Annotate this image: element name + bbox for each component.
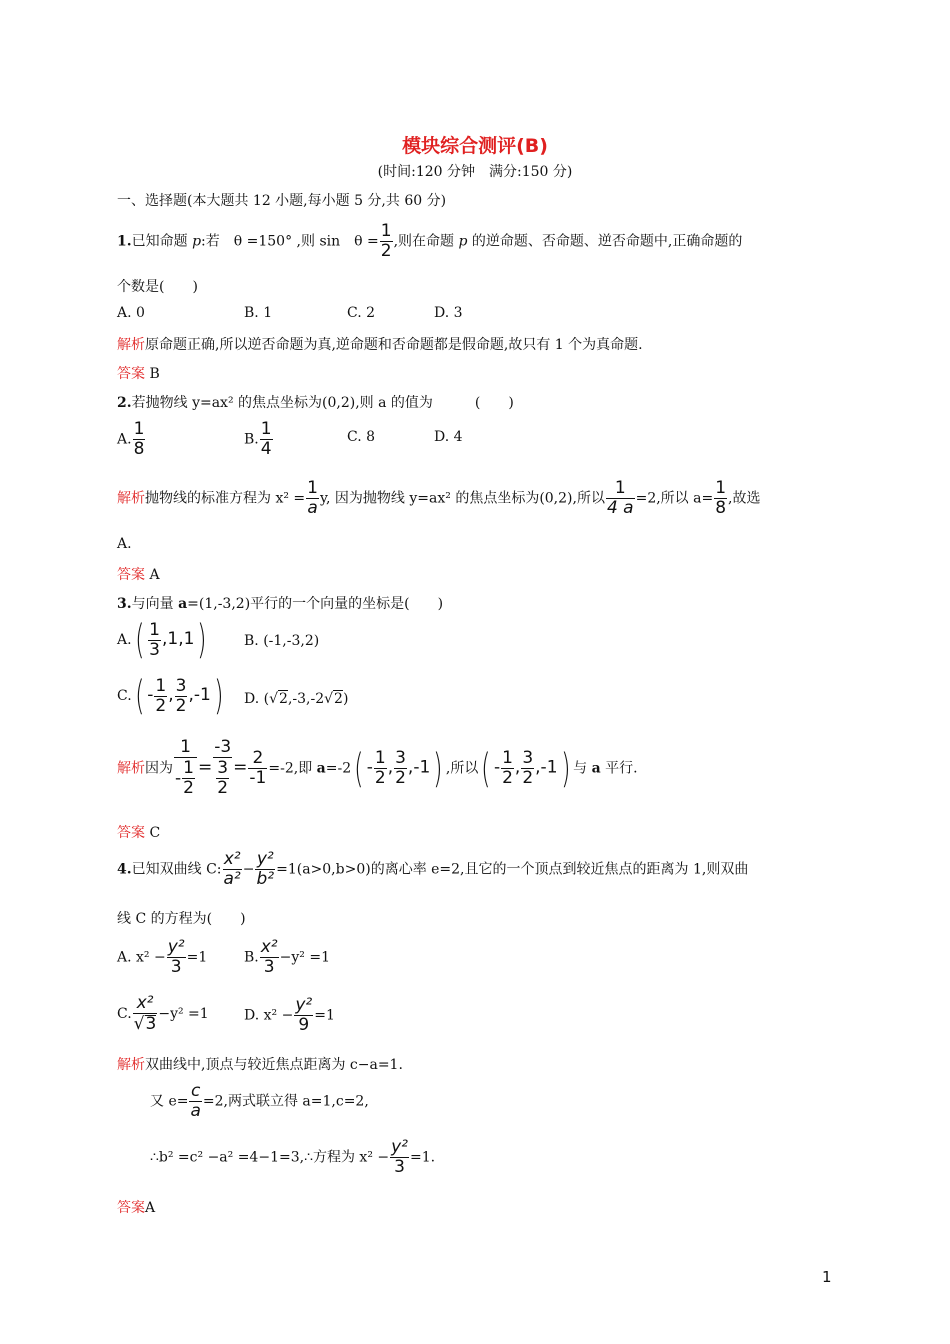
question-4-stem-line2: 线 C 的方程为( ) [117, 911, 246, 927]
q2-option-d: D. 4 [434, 429, 463, 445]
question-1-stem: 1.已知命题 p:若 θ =150° ,则 sin θ = $\frac{1}{2}$ ,则在命题 p 的逆命题、否命题、逆否命题中,正确命题的 [117, 221, 743, 261]
question-3-stem: 3.与向量 a=(1,-3,2)平行的一个向量的坐标是( ) [117, 596, 444, 612]
page-title: 模块综合测评(B) [402, 135, 548, 157]
question-2-stem: 2.若抛物线 y=ax² 的焦点坐标为(0,2),则 a 的值为 ( ) [117, 395, 514, 411]
q1-option-c: C. 2 [347, 305, 376, 321]
q2-analysis-line2: A. [117, 536, 132, 552]
question-1-stem-line2: 个数是( ) [117, 279, 198, 295]
fraction: $\frac{1}{2}$ [380, 221, 392, 261]
q2-option-a: A. $\frac{1}{8}$ [117, 419, 145, 459]
q4-analysis-2: 又 e= $\frac{c}{a}$ =2,两式联立得 a=1,c=2, [150, 1081, 369, 1121]
question-4-stem: 4.已知双曲线 C: $\frac{\text{x²}}{\text{a²}}$ − $\frac{\text{y²}}{\text{b²}}$ =1(a>0,b>0)的离心率 e=2,且它的一个顶点到较近焦点的距离为 1,则双曲 [117, 849, 749, 889]
q4-option-c: C. $\frac{\text{x²}}{√3}$ −y² =1 [117, 993, 209, 1034]
q2-analysis: 解析抛物线的标准方程为 x² = $\frac{1}{a}$ y, 因为抛物线 y=ax² 的焦点坐标为(0,2),所以 $\frac{1}{4 a}$ =2,所以 a= $\frac{1}{8}$ ,故选 [117, 478, 761, 518]
q3-answer: 答案 C [117, 825, 161, 841]
q1-answer: 答案 B [117, 366, 160, 382]
q4-option-d: D. x² − $\frac{\text{y²}}{9}$ =1 [244, 995, 335, 1035]
q4-analysis-3: ∴b² =c² −a² =4−1=3,∴方程为 x² − $\frac{\text{y²}}{3}$ =1. [150, 1137, 436, 1177]
page-number: 1 [822, 1268, 832, 1286]
q4-answer: 答案A [117, 1200, 156, 1216]
section-heading: 一、选择题(本大题共 12 小题,每小题 5 分,共 60 分) [117, 193, 447, 209]
q3-analysis: 解析因为 1 - $\frac{1}{2}$ = $\frac{-3}{\frac{3}{2}}$ = $\frac{2}{-1}$ =-2,即 a=-2( - $\frac{1}{2}$ , $\frac{3}{2}$ ,-1) ,所以( - $\frac{1}{2}$ , $\frac{3}{2}$ ,-1) 与 a 平行. [117, 737, 638, 798]
q2-option-b: B. $\frac{1}{4}$ [244, 419, 272, 459]
q4-option-a: A. x² − $\frac{\text{y²}}{3}$ =1 [117, 937, 208, 977]
q1-option-a: A. 0 [117, 305, 145, 321]
q1-option-b: B. 1 [244, 305, 273, 321]
page-subtitle: (时间:120 分钟 满分:150 分) [377, 164, 573, 180]
q4-analysis: 解析双曲线中,顶点与较近焦点距离为 c−a=1. [117, 1057, 403, 1073]
q3-option-c: C.( - $\frac{1}{2}$ , $\frac{3}{2}$ ,-1) [117, 673, 224, 719]
question-number: 1. [117, 233, 132, 250]
q1-option-d: D. 3 [434, 305, 463, 321]
q2-option-c: C. 8 [347, 429, 376, 445]
q4-option-b: B. $\frac{\text{x²}}{3}$ −y² =1 [244, 937, 330, 977]
q3-option-b: B. (-1,-3,2) [244, 633, 320, 649]
q3-option-a: A.( $\frac{1}{3}$ ,1,1) [117, 617, 207, 663]
q2-answer: 答案 A [117, 567, 160, 583]
q3-option-d: D. (√2,-3,-2√2) [244, 691, 349, 707]
q1-analysis: 解析原命题正确,所以逆否命题为真,逆命题和否命题都是假命题,故只有 1 个为真命题. [117, 337, 643, 353]
